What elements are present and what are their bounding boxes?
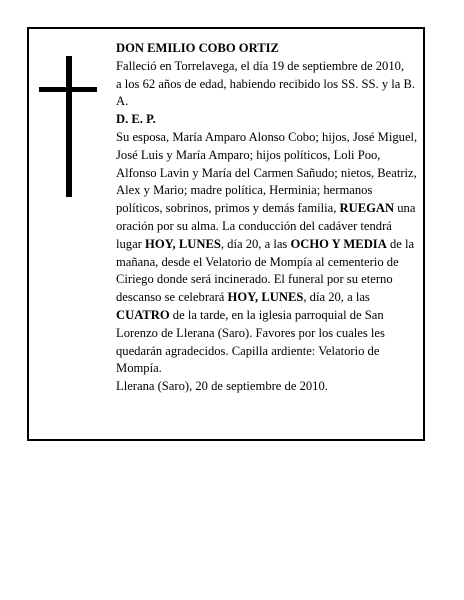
notice-body xyxy=(116,40,418,396)
text-segment: , día 20, a las xyxy=(303,290,370,305)
age-line: a los 62 años de edad, habiendo recibido los SS. SS. y la B. A. xyxy=(116,76,416,109)
obituary-notice xyxy=(27,27,425,441)
cuatro: CUATRO xyxy=(116,307,170,322)
cross-icon-bar xyxy=(39,87,97,92)
hoy-lunes: HOY, LUNES xyxy=(227,290,304,305)
text-segment: , día 20, a las xyxy=(220,236,291,251)
ruegan-word: RUEGAN xyxy=(339,201,395,216)
cross-icon xyxy=(66,56,72,197)
family-list: Su esposa, María Amparo Alonso Cobo; hijos, José Miguel, José Luis y María Amparo; hijos políticos, Loli Poo, Alfonso Lavin y María del Carmen Sañudo; nietos, Beatriz, Alex y Mario; madre política, Herminia; hermanos políticos, sobrinos, primos y demás familia, xyxy=(116,129,418,216)
deceased-name: DON EMILIO COBO ORTIZ xyxy=(116,41,279,55)
text-segment: de la tarde, en la iglesia parroquial de San Lorenzo de Llerana (Saro). Favores por los cuales les quedarán agradecidos. Capilla ardiente: Velatorio de Mompía. xyxy=(116,307,385,376)
hoy-lunes: HOY, LUNES xyxy=(145,236,221,251)
death-line: Falleció en Torrelavega, el día 19 de septiembre de 2010, xyxy=(116,58,405,73)
ocho-y-media: OCHO Y MEDIA xyxy=(290,236,387,251)
text-segment: de la mañana, desde el Velatorio de Mompía al cementerio de Ciriego donde será incinerado. El funeral por su eterno descanso se celebrará xyxy=(116,236,415,305)
dep-line: D. E. P. xyxy=(116,112,156,127)
family-paragraph xyxy=(116,129,418,378)
text-segment: una oración por su alma. La conducción del cadáver tendrá lugar xyxy=(116,201,416,251)
place-date: Llerana (Saro), 20 de septiembre de 2010. xyxy=(116,379,328,394)
